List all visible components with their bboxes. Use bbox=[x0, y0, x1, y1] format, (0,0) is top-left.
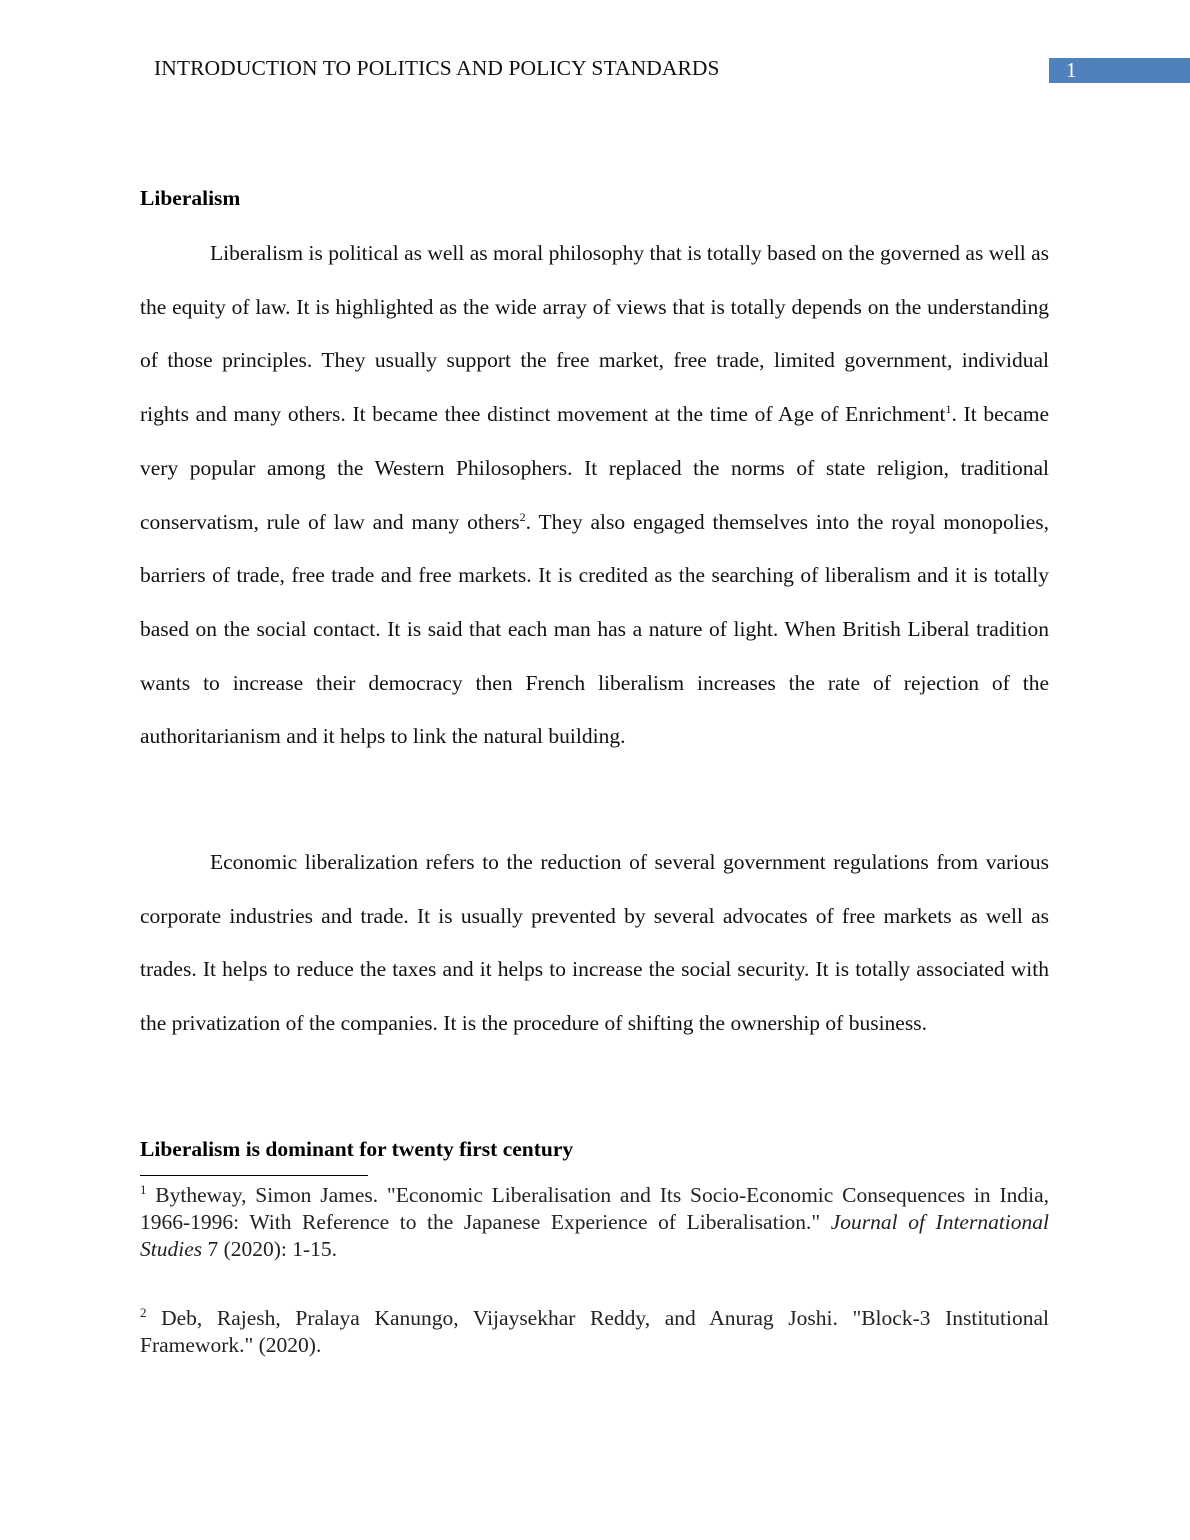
body-paragraph-1 bbox=[140, 227, 1049, 764]
footnote-marker: 1 bbox=[140, 1181, 147, 1197]
paragraph-text: . It became very popular among the Western Philosophers. It replaced the norms of state religion, traditional conservatism, rule of law and many others bbox=[140, 402, 1050, 534]
footnote-reference-1[interactable]: 1 bbox=[945, 401, 952, 416]
page-number-badge bbox=[1049, 58, 1190, 83]
paragraph-text: Liberalism is political as well as moral philosophy that is totally based on the governed as well as the equity of law. It is highlighted as the wide array of views that is totally depends on the understanding of those principles. They usually support the free market, free trade, limited government, individual rights and many others. It became thee distinct movement at the time of Age of Enrichment bbox=[140, 241, 1049, 427]
page-number: 1 bbox=[1066, 58, 1077, 82]
footnote-marker: 2 bbox=[140, 1304, 147, 1320]
footnote-text: Deb, Rajesh, Pralaya Kanungo, Vijaysekhar Reddy, and Anurag Joshi. "Block-3 Institutional Framework." (2020). bbox=[140, 1306, 1049, 1358]
running-head: INTRODUCTION TO POLITICS AND POLICY STANDARDS bbox=[154, 56, 720, 80]
section-heading-dominant: Liberalism is dominant for twenty first century bbox=[140, 1137, 574, 1161]
footnote-separator bbox=[140, 1175, 368, 1176]
footnote-reference-2[interactable]: 2 bbox=[519, 509, 526, 524]
footnote-1 bbox=[140, 1182, 1049, 1264]
section-heading-liberalism: Liberalism bbox=[140, 186, 241, 210]
paragraph-text: . They also engaged themselves into the royal monopolies, barriers of trade, free trade and free markets. It is credited as the searching of liberalism and it is totally based on the social contact. It is said that each man has a nature of light. When British Liberal tradition wants to increase their democracy then French liberalism increases the rate of rejection of the authoritarianism and it helps to link the natural building. bbox=[140, 509, 1050, 749]
footnote-journal-title: Journal of International Studies bbox=[140, 1210, 1049, 1262]
footnote-text: 7 (2020): 1-15. bbox=[202, 1237, 338, 1262]
footnote-text: Bytheway, Simon James. "Economic Liberalisation and Its Socio-Economic Consequences in India, 1966-1996: With Reference to the Japanese Experience of Liberalisation." bbox=[140, 1183, 1049, 1235]
footnote-2 bbox=[140, 1305, 1049, 1359]
body-paragraph-2: Economic liberalization refers to the reduction of several government regulations from various corporate industries and trade. It is usually prevented by several advocates of free markets as well as trades. It helps to reduce the taxes and it helps to increase the social security. It is totally associated with the privatization of the companies. It is the procedure of shifting the ownership of business. bbox=[140, 850, 1049, 1036]
